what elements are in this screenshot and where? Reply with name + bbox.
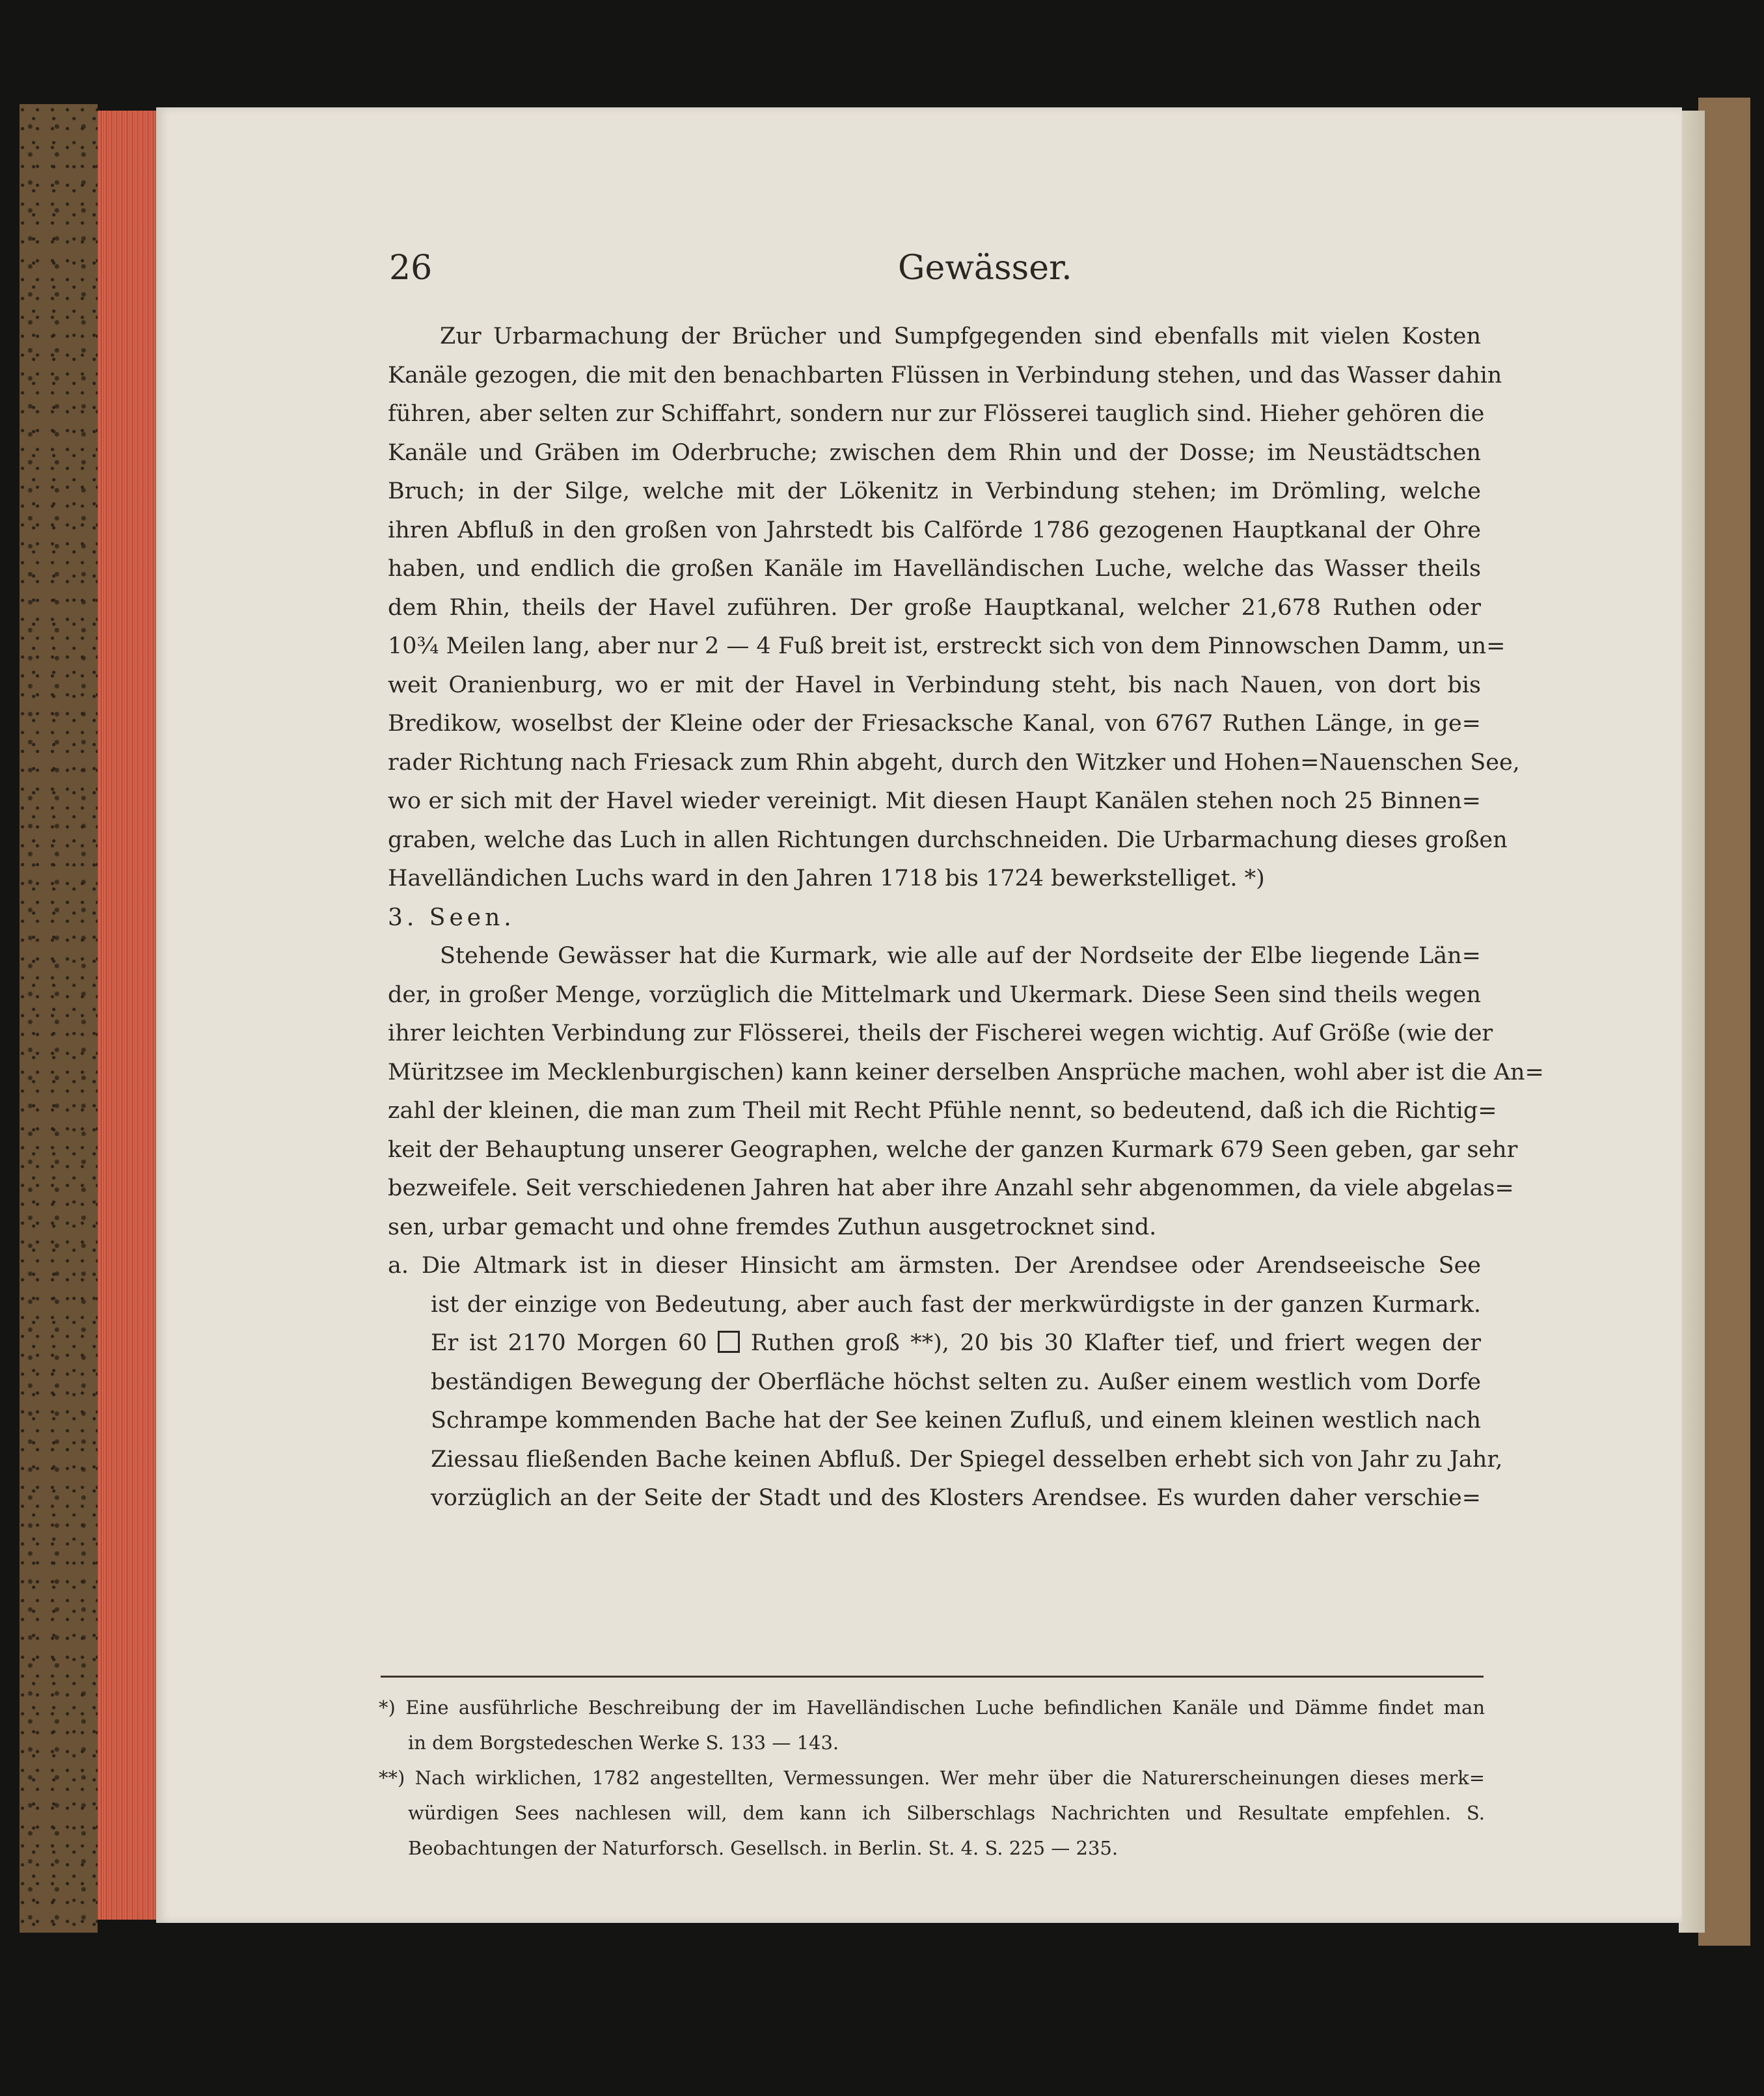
facing-page-edge	[1679, 111, 1705, 1933]
altmark-paragraph	[388, 1247, 1503, 1518]
footnote-line: würdigen Sees nachlesen will, dem kann ich Silberschlags Nachrichten und Resultate empfehlen. S.	[408, 1802, 1485, 1824]
text-line: keit der Behauptung unserer Geographen, welche der ganzen Kurmark 679 Seen geben, gar sehr	[388, 1136, 1518, 1163]
text-line: Bredikow, woselbst der Kleine oder der Friesacksche Kanal, von 6767 Ruthen Länge, in ge=	[388, 711, 1481, 737]
text-line: dem Rhin, theils der Havel zuführen. Der große Hauptkanal, welcher 21,678 Ruthen oder	[388, 594, 1481, 621]
text-line: Zur Urbarmachung der Brücher und Sumpfgegenden sind ebenfalls mit vielen Kosten	[440, 323, 1481, 349]
square-symbol-icon	[718, 1331, 740, 1353]
text-line: Havelländichen Luchs ward in den Jahren 1718 bis 1724 bewerkstelliget. *)	[388, 865, 1265, 891]
text-line: Stehende Gewässer hat die Kurmark, wie alle auf der Nordseite der Elbe liegende Län=	[440, 943, 1481, 969]
text-line: Kanäle und Gräben im Oderbruche; zwischen dem Rhin und der Dosse; im Neustädtschen	[388, 439, 1481, 466]
text-line: bezweifele. Seit verschiedenen Jahren hat aber ihre Anzahl sehr abgenommen, da viele abgelas=	[388, 1175, 1514, 1201]
book-cover-right	[1698, 98, 1750, 1946]
page-edges	[98, 111, 156, 1920]
intro-paragraph	[388, 318, 1520, 899]
text-line: a. Die Altmark ist in dieser Hinsicht am ärmsten. Der Arendsee oder Arendseeische See	[388, 1253, 1481, 1279]
text-line: Schrampe kommenden Bache hat der See keinen Zufluß, und einem kleinen westlich nach	[431, 1408, 1481, 1434]
page	[156, 107, 1682, 1923]
text-line: Kanäle gezogen, die mit den benachbarten Flüssen in Verbindung stehen, und das Wasser dahin	[388, 362, 1502, 388]
text-line: Bruch; in der Silge, welche mit der Lökenitz in Verbindung stehen; im Drömling, welche	[388, 478, 1481, 504]
text-line: ihrer leichten Verbindung zur Flösserei, theils der Fischerei wegen wichtig. Auf Größe (wie der	[388, 1020, 1493, 1046]
running-title: Gewässer.	[898, 249, 1072, 288]
text-fragment: Er ist 2170 Morgen 60	[431, 1330, 707, 1356]
footnote-line: in dem Borgstedeschen Werke S. 133 — 143.	[408, 1732, 839, 1754]
footnotes	[379, 1690, 1485, 1866]
text-line: Müritzsee im Mecklenburgischen) kann keiner derselben Ansprüche machen, wohl aber ist die An=	[388, 1059, 1544, 1085]
text-line: beständigen Bewegung der Oberfläche höchst selten zu. Außer einem westlich vom Dorfe	[431, 1368, 1481, 1395]
seen-paragraph	[388, 937, 1544, 1247]
text-line-with-square	[388, 1324, 1481, 1363]
text-fragment: Ruthen groß **), 20 bis 30 Klafter tief, und friert wegen der	[750, 1330, 1481, 1356]
text-line: wo er sich mit der Havel wieder vereinigt. Mit diesen Haupt Kanälen stehen noch 25 Binnen=	[388, 788, 1481, 814]
text-line: der, in großer Menge, vorzüglich die Mittelmark und Ukermark. Diese Seen sind theils wegen	[388, 981, 1481, 1008]
body-text	[388, 318, 1544, 1518]
text-line: 10¾ Meilen lang, aber nur 2 — 4 Fuß breit ist, erstreckt sich von dem Pinnowschen Damm, un=	[388, 633, 1506, 659]
text-line: weit Oranienburg, wo er mit der Havel in Verbindung steht, bis nach Nauen, von dort bis	[388, 672, 1481, 698]
text-line: Ziessau fließenden Bache keinen Abfluß. Der Spiegel desselben erhebt sich von Jahr zu Jahr,	[431, 1446, 1503, 1473]
text-line: ist der einzige von Bedeutung, aber auch fast der merkwürdigste in der ganzen Kurmark.	[431, 1291, 1481, 1318]
footnote-line: *) Eine ausführliche Beschreibung der im Havelländischen Luche befindlichen Kanäle und Dämme findet man	[379, 1696, 1485, 1719]
text-line: ihren Abfluß in den großen von Jahrstedt bis Calförde 1786 gezogenen Hauptkanal der Ohre	[388, 517, 1481, 543]
text-line: rader Richtung nach Friesack zum Rhin abgeht, durch den Witzker und Hohen=Nauenschen See,	[388, 749, 1520, 776]
footnote-rule	[381, 1676, 1484, 1678]
text-line: haben, und endlich die großen Kanäle im Havelländischen Luche, welche das Wasser theils	[388, 556, 1481, 582]
text-line: zahl der kleinen, die man zum Theil mit Recht Pfühle nennt, so bedeutend, daß ich die Richtig=	[388, 1098, 1497, 1124]
text-line: führen, aber selten zur Schiffahrt, sondern nur zur Flösserei tauglich sind. Hieher gehören die	[388, 401, 1485, 427]
text-line: sen, urbar gemacht und ohne fremdes Zuthun ausgetrocknet sind.	[388, 1214, 1157, 1240]
page-number: 26	[389, 249, 433, 288]
text-line: vorzüglich an der Seite der Stadt und des Klosters Arendsee. Es wurden daher verschie=	[431, 1485, 1481, 1511]
footnote-line: **) Nach wirklichen, 1782 angestellten, Vermessungen. Wer mehr über die Naturerscheinungen dieses merk=	[379, 1767, 1485, 1789]
footnote-line: Beobachtungen der Naturforsch. Gesellsch. in Berlin. St. 4. S. 225 — 235.	[408, 1837, 1119, 1859]
text-line: graben, welche das Luch in allen Richtungen durchschneiden. Die Urbarmachung dieses großen	[388, 826, 1508, 853]
book-cover-left	[20, 104, 98, 1933]
section-heading: 3. Seen.	[388, 904, 515, 931]
